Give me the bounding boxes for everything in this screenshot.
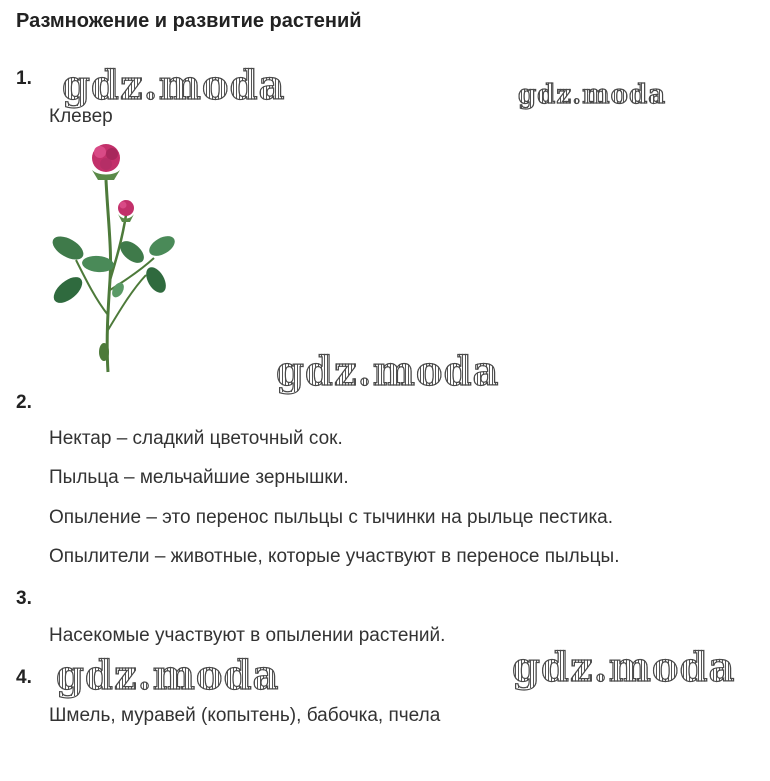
section-number-3: 3.	[16, 588, 32, 609]
page-title: Размножение и развитие растений	[16, 10, 362, 32]
watermark: gdz.moda	[62, 62, 286, 109]
section-number-2: 2.	[16, 392, 32, 413]
watermark: gdz.moda	[518, 80, 667, 110]
clover-illustration	[46, 140, 178, 376]
section-2-line-2: Пыльца – мельчайшие зернышки.	[49, 467, 349, 488]
section-number-4: 4.	[16, 667, 32, 688]
watermark: gdz.moda	[56, 652, 280, 699]
watermark: gdz.moda	[276, 348, 500, 395]
watermark: gdz.moda	[512, 644, 736, 691]
section-4-line-1: Шмель, муравей (копытень), бабочка, пчела	[49, 705, 441, 726]
section-2-line-3: Опыление – это перенос пыльцы с тычинки на рыльце пестика.	[49, 507, 614, 528]
section-2-line-4: Опылители – животные, которые участвуют в переносе пыльцы.	[49, 546, 620, 567]
section-number-1: 1.	[16, 68, 32, 89]
section-3-line-1: Насекомые участвуют в опылении растений.	[49, 625, 446, 646]
section-2-line-1: Нектар – сладкий цветочный сок.	[49, 428, 343, 449]
section-1-line-1: Клевер	[49, 106, 113, 127]
